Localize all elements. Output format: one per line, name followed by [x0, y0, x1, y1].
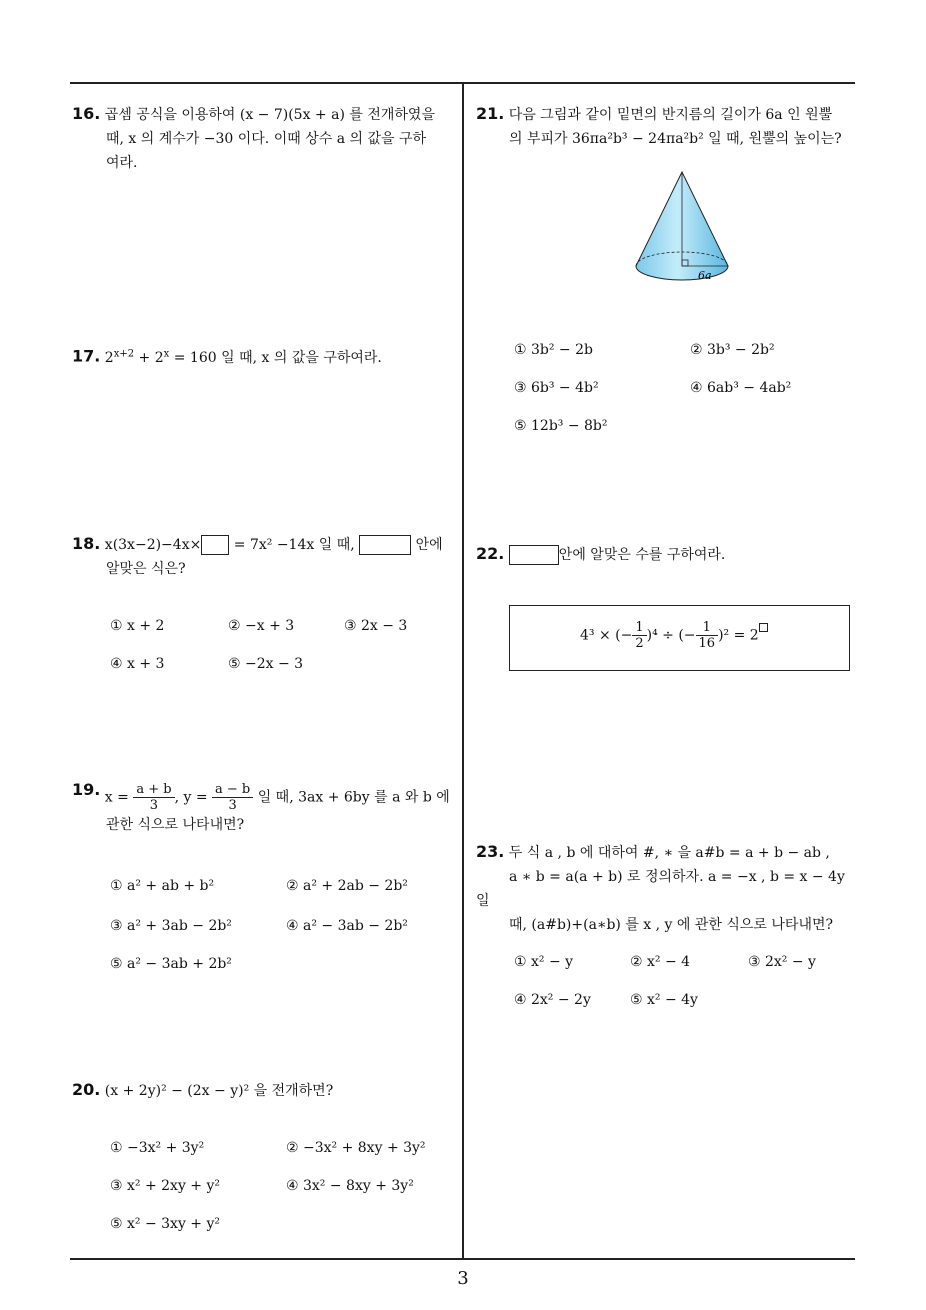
option-3[interactable]: ③ x² + 2xy + y² — [110, 1178, 221, 1194]
option-1[interactable]: ① −3x² + 3y² — [110, 1140, 205, 1156]
option-2[interactable]: ② −x + 3 — [228, 618, 295, 634]
answer-blank-box — [201, 535, 229, 555]
option-2[interactable]: ② −3x² + 8xy + 3y² — [286, 1140, 426, 1156]
fraction: $\frac{1}{2}$ — [632, 620, 646, 651]
question-number: 21. — [476, 104, 505, 123]
equation: 4³ × (− $\frac{1}{2}$ )⁴ ÷ (− $\frac{1}{16}$ )² = 2 — [580, 620, 768, 651]
exponent-blank — [759, 623, 768, 632]
option-5[interactable]: ⑤ x² − 3xy + y² — [110, 1216, 221, 1232]
question-19 — [72, 778, 457, 837]
question-16 — [72, 102, 457, 175]
option-4[interactable]: ④ a² − 3ab − 2b² — [286, 918, 408, 934]
option-4[interactable]: ④ 2x² − 2y — [514, 992, 591, 1008]
radius-label: 6a — [698, 269, 712, 282]
question-number: 22. — [476, 544, 505, 563]
fraction: $\frac{a + b}{3}$ — [133, 782, 174, 813]
question-text: (x + 2y)² − (2x − y)² 을 전개하면? — [104, 1083, 334, 1099]
question-number: 19. — [72, 780, 101, 799]
fraction: $\frac{1}{16}$ — [696, 620, 719, 651]
option-4[interactable]: ④ 3x² − 8xy + 3y² — [286, 1178, 414, 1194]
option-2[interactable]: ② 3b³ − 2b² — [690, 342, 775, 358]
option-3[interactable]: ③ 2x − 3 — [344, 618, 408, 634]
option-1[interactable]: ① 3b² − 2b — [514, 342, 593, 358]
option-2[interactable]: ② a² + 2ab − 2b² — [286, 878, 408, 894]
question-21 — [476, 102, 856, 151]
cone-figure — [632, 168, 736, 288]
question-text-line: 관한 식으로 나타내면? — [106, 817, 245, 833]
question-text: 안에 알맞은 수를 구하여라. — [558, 547, 726, 563]
fraction: $\frac{a - b}{3}$ — [212, 782, 253, 813]
question-number: 23. — [476, 842, 505, 861]
option-5[interactable]: ⑤ x² − 4y — [630, 992, 698, 1008]
answer-blank-box — [359, 535, 411, 555]
question-text: x(3x−2)−4x× = 7x² −14x 일 때, 안에 — [104, 537, 443, 553]
option-1[interactable]: ① x² − y — [514, 954, 574, 970]
question-number: 18. — [72, 534, 101, 553]
question-text-line: 때, x 의 계수가 −30 이다. 이때 상수 a 의 값을 구하 — [106, 131, 427, 147]
option-3[interactable]: ③ 2x² − y — [748, 954, 816, 970]
question-number: 20. — [72, 1080, 101, 1099]
answer-blank-box — [509, 545, 559, 565]
question-text-line: 다음 그림과 같이 밑면의 반지름의 길이가 6a 인 원뿔 — [508, 107, 833, 123]
option-1[interactable]: ① x + 2 — [110, 618, 165, 634]
option-4[interactable]: ④ 6ab³ − 4ab² — [690, 380, 792, 396]
question-22 — [476, 542, 856, 567]
page-number: 3 — [457, 1268, 469, 1289]
question-number: 16. — [72, 104, 101, 123]
option-3[interactable]: ③ 6b³ − 4b² — [514, 380, 599, 396]
option-5[interactable]: ⑤ −2x − 3 — [228, 656, 304, 672]
question-23 — [476, 840, 856, 937]
option-4[interactable]: ④ x + 3 — [110, 656, 165, 672]
question-text-line: 때, (a#b)+(a∗b) 를 x , y 에 관한 식으로 나타내면? — [509, 917, 833, 933]
question-text-line: 알맞은 식은? — [106, 561, 186, 577]
question-text-line: a ∗ b = a(a + b) 로 정의하자. a = −x , b = x − 4y 일 — [476, 869, 845, 909]
question-text-line: 두 식 a , b 에 대하여 #, ∗ 을 a#b = a + b − ab , — [508, 845, 830, 861]
question-18 — [72, 532, 457, 581]
question-text-line: 곱셈 공식을 이용하여 (x − 7)(5x + a) 를 전개하였을 — [104, 107, 435, 123]
option-5[interactable]: ⑤ a² − 3ab + 2b² — [110, 956, 232, 972]
question-text: $2^{x+2} + 2^x = 160$ 일 때, x 의 값을 구하여라. — [104, 348, 382, 366]
option-5[interactable]: ⑤ 12b³ − 8b² — [514, 418, 608, 434]
question-text-line: 여라. — [106, 155, 138, 171]
option-3[interactable]: ③ a² + 3ab − 2b² — [110, 918, 232, 934]
question-text-line: 의 부피가 36πa²b³ − 24πa²b² 일 때, 원뿔의 높이는? — [509, 131, 842, 147]
column-divider — [462, 83, 464, 1259]
question-number: 17. — [72, 346, 101, 366]
question-20 — [72, 1078, 457, 1103]
question-17 — [72, 342, 457, 370]
equation-box — [509, 605, 850, 671]
option-1[interactable]: ① a² + ab + b² — [110, 878, 215, 894]
option-2[interactable]: ② x² − 4 — [630, 954, 691, 970]
bottom-rule — [70, 1258, 855, 1260]
question-text: x = $\frac{a + b}{3}$ , y = $\frac{a - b}{3}$ 일 때, 3ax + 6by 를 a 와 b 에 — [104, 782, 450, 813]
